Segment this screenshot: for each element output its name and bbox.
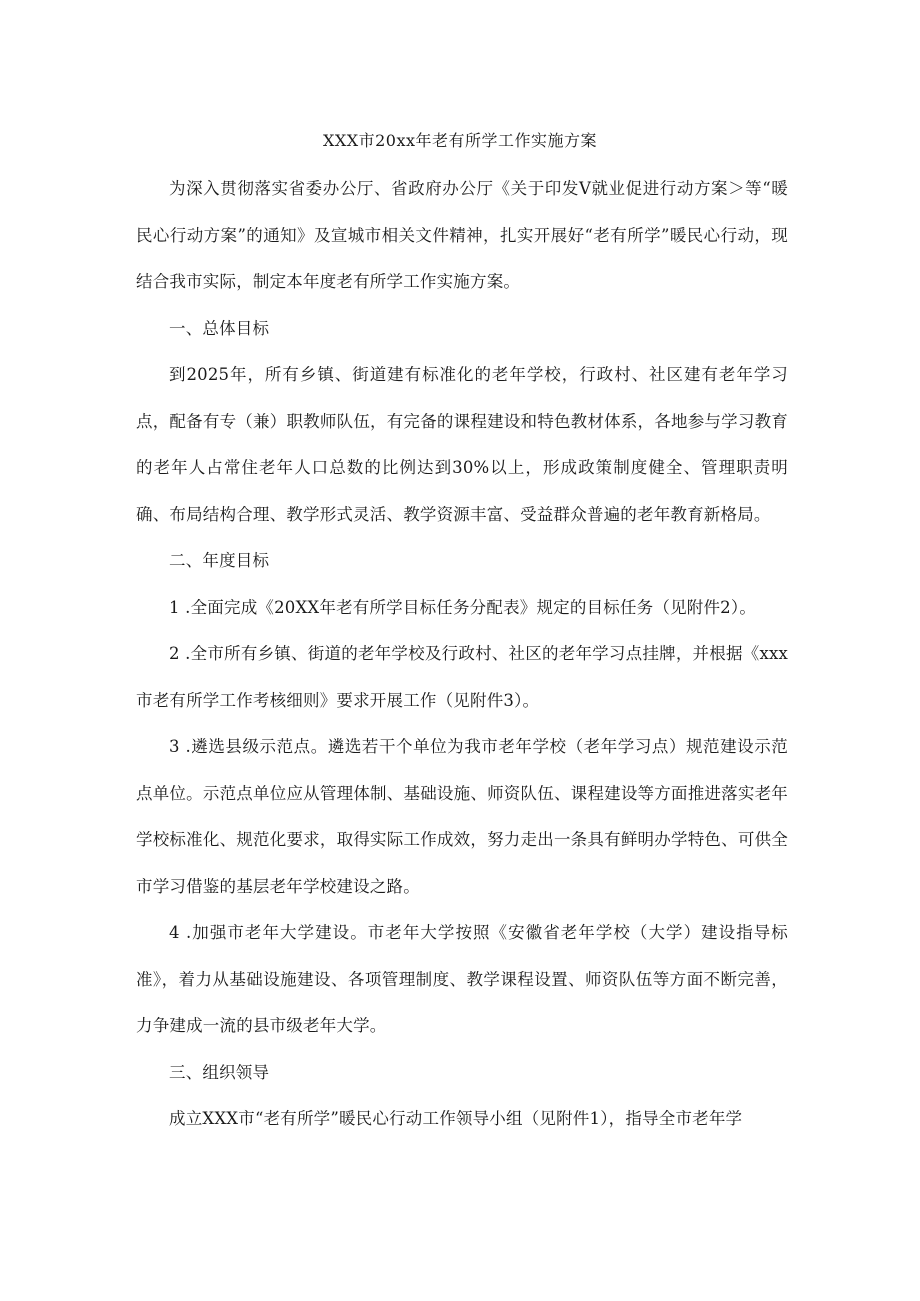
overall-goal-paragraph: 到2025年，所有乡镇、街道建有标准化的老年学校，行政村、社区建有老年学习点，配备有专（兼）职教师队伍，有完备的课程建设和特色教材体系，各地参与学习教育的老年人占常住老年人口总数的比例达到30%以上，形成政策制度健全、管理职责明确、布局结构合理、教学形式灵活、教学资源丰富、受益群众普遍的老年教育新格局。 [136,365,788,524]
organization-paragraph: 成立XXX市“老有所学”暖民心行动工作领导小组（见附件1），指导全市老年学 [169,1109,743,1128]
document-body [136,166,788,1143]
annual-goal-item-1: 1 .全面完成《20XX年老有所学目标任务分配表》规定的目标任务（见附件2）。 [169,597,757,617]
section-heading-organization: 三、组织领导 [169,1062,270,1082]
document-title: XXX市20xx年老有所学工作实施方案 [322,131,598,150]
intro-paragraph: 为深入贯彻落实省委办公厅、省政府办公厅《关于印发V就业促进行动方案＞等“暖民心行动方案”的通知》及宣城市相关文件精神，扎实开展好“老有所学”暖民心行动，现结合我市实际，制定本年度老有所学工作实施方案。 [136,179,788,291]
section-heading-annual-goal: 二、年度目标 [169,551,270,570]
annual-goal-item-2: 2 .全市所有乡镇、街道的老年学校及行政村、社区的老年学习点挂牌，并根据《xxx市老有所学工作考核细则》要求开展工作（见附件3）。 [136,644,788,710]
section-heading-overall-goal: 一、总体目标 [169,318,270,338]
annual-goal-item-3: 3 .遴选县级示范点。遴选若干个单位为我市老年学校（老年学习点）规范建设示范点单位。示范点单位应从管理体制、基础设施、师资队伍、课程建设等方面推进落实老年学校标准化、规范化要求，取得实际工作成效，努力走出一条具有鲜明办学特色、可供全市学习借鉴的基层老年学校建设之路。 [136,737,788,896]
annual-goal-item-4: 4 .加强市老年大学建设。市老年大学按照《安徽省老年学校（大学）建设指导标准》，着力从基础设施建设、各项管理制度、教学课程设置、师资队伍等方面不断完善，力争建成一流的县市级老年大学。 [136,923,788,1035]
